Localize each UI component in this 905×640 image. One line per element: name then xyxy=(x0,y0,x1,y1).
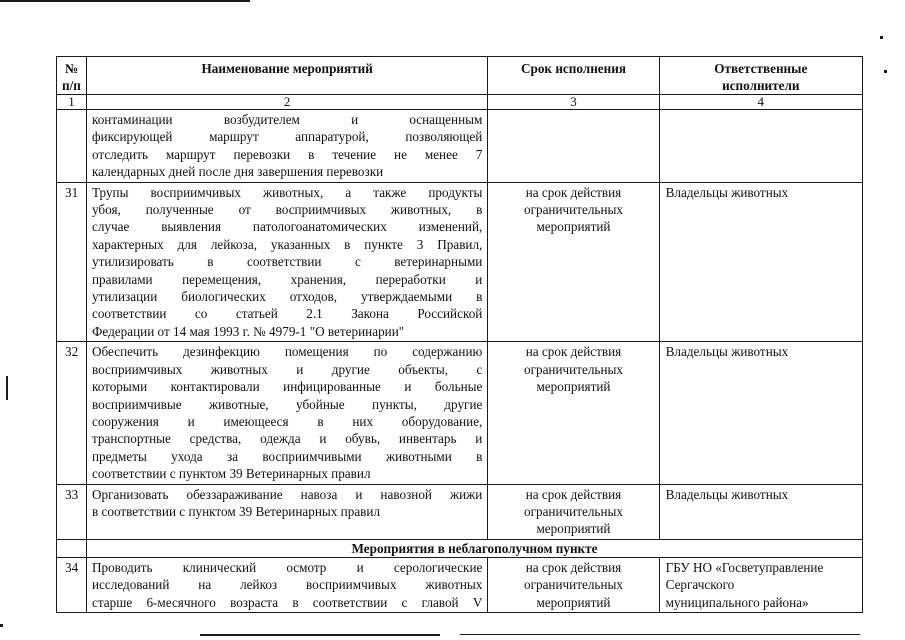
measure-text-line: правилами перемещения, хранения, переработки и xyxy=(91,271,483,287)
column-index-row xyxy=(57,95,863,110)
column-index: 2 xyxy=(86,95,487,110)
column-index: 3 xyxy=(488,95,659,110)
measure-text-line: транспортные средства, одежда и обувь, инвентарь и xyxy=(91,431,483,447)
responsible-cell: Владельцы животных xyxy=(659,182,862,342)
measure-text-line: Организовать обеззараживание навоза и навозной жижи xyxy=(91,486,483,502)
row-number xyxy=(57,110,87,183)
measure-text-line: Федерации от 14 мая 1993 г. № 4979-1 "О ветеринарии" xyxy=(91,323,405,339)
header-responsible-line-1: Ответственные xyxy=(714,61,808,76)
row-number: 33 xyxy=(57,484,87,539)
responsible-line: Сергачского xyxy=(665,577,735,593)
term-cell xyxy=(488,342,659,484)
scan-artifact-dot-3 xyxy=(0,624,3,627)
measure-text-line: предметы ухода за восприимчивыми животными в xyxy=(91,448,483,464)
term-line: ограничительных xyxy=(523,503,623,519)
row-number: 34 xyxy=(57,557,87,612)
measure-text-line: соответствии со статьей 2.1 Закона Российской xyxy=(91,306,483,322)
measure-text xyxy=(86,182,487,342)
measure-text-line: фиксирующей маршрут аппаратурой, позволяющей xyxy=(91,129,483,145)
measure-text-line: восприимчивых животных и другие объекты, с xyxy=(91,361,483,377)
responsible-cell xyxy=(659,557,862,612)
measure-text-line: отследить маршрут перевозки в течение не менее 7 xyxy=(91,146,483,162)
measure-text xyxy=(86,557,487,612)
scan-artifact-top xyxy=(0,0,250,2)
term-line: мероприятий xyxy=(536,379,611,395)
measure-text xyxy=(86,484,487,539)
term-line: на срок действия xyxy=(525,559,622,575)
measure-text-line: контаминации возбудителем и оснащенным xyxy=(91,112,483,127)
row-number: 32 xyxy=(57,342,87,484)
term-line: на срок действия xyxy=(525,344,622,360)
measures-table xyxy=(56,56,863,613)
term-line: ограничительных xyxy=(523,361,623,377)
column-index: 4 xyxy=(659,95,862,110)
column-index: 1 xyxy=(57,95,87,110)
scan-artifact-dot-1 xyxy=(880,36,883,39)
header-number-line-2: п/п xyxy=(62,78,81,93)
table-row-32 xyxy=(57,342,863,484)
measure-text-line: утилизации биологических отходов, утверждаемыми в xyxy=(91,289,483,305)
scan-artifact-dot-2 xyxy=(884,70,887,73)
header-number-line-1: № xyxy=(64,61,79,76)
measure-text-line: Проводить клинический осмотр и серологические xyxy=(91,559,483,575)
section-row xyxy=(57,539,863,557)
term-line: мероприятий xyxy=(536,521,611,537)
term-line: ограничительных xyxy=(523,202,623,218)
section-spacer xyxy=(57,539,87,557)
responsible-cell: Владельцы животных xyxy=(659,484,862,539)
term-cell xyxy=(488,557,659,612)
row-number: 31 xyxy=(57,182,87,342)
term-line: ограничительных xyxy=(523,577,623,593)
measure-text-line: сооружения и имеющееся в них оборудование, xyxy=(91,413,483,429)
table-row-continuation xyxy=(57,110,863,183)
header-number xyxy=(57,57,87,95)
term-line: мероприятий xyxy=(536,219,611,235)
term-line: на срок действия xyxy=(525,184,622,200)
measure-text-line: Обеспечить дезинфекцию помещения по содержанию xyxy=(91,344,483,360)
scan-artifact-left-mark xyxy=(6,376,8,400)
header-responsible-line-2: исполнители xyxy=(722,78,800,93)
measure-text-line: убоя, полученные от восприимчивых животных, в xyxy=(91,202,483,218)
table-header-row xyxy=(57,57,863,95)
header-term: Срок исполнения xyxy=(488,57,659,95)
measure-text-line: характерных для лейкоза, указанных в пункте 3 Правил, xyxy=(91,236,483,252)
responsible-line: муниципального района» xyxy=(665,594,809,610)
measure-text xyxy=(86,110,487,183)
term-line: на срок действия xyxy=(525,486,622,502)
measure-text-line: которыми контактировали инфицированные и больные xyxy=(91,379,483,395)
table-row-31 xyxy=(57,182,863,342)
measure-text-line: утилизировать в соответствии с ветеринарными xyxy=(91,254,483,270)
responsible-line: ГБУ НО «Госветуправление xyxy=(665,559,824,575)
header-name: Наименование мероприятий xyxy=(86,57,487,95)
table-row-34 xyxy=(57,557,863,612)
measure-text-line: календарных дней после дня завершения перевозки xyxy=(91,164,384,180)
header-responsible xyxy=(659,57,862,95)
responsible-cell: Владельцы животных xyxy=(659,342,862,484)
term-line: мероприятий xyxy=(536,594,611,610)
term-cell xyxy=(488,182,659,342)
measure-text-line: восприимчивые животные, убойные пункты, другие xyxy=(91,396,483,412)
measure-text-line: в соответствии с пунктом 39 Ветеринарных правил xyxy=(91,503,381,519)
measure-text-line: исследований на лейкоз восприимчивых животных xyxy=(91,577,483,593)
term-cell xyxy=(488,110,659,183)
section-title: Мероприятия в неблагополучном пункте xyxy=(86,539,862,557)
responsible-cell xyxy=(659,110,862,183)
measure-text-line: Трупы восприимчивых животных, а также продукты xyxy=(91,184,483,200)
table-row-33 xyxy=(57,484,863,539)
term-cell xyxy=(488,484,659,539)
measure-text-line: случае выявления патологоанатомических изменений, xyxy=(91,219,483,235)
measure-text xyxy=(86,342,487,484)
scan-artifact-bottom xyxy=(200,634,440,636)
measure-text-line: соответствии с пунктом 39 Ветеринарных правил xyxy=(91,466,371,482)
scan-artifact-bottom-right xyxy=(460,634,860,635)
measure-text-line: старше 6-месячного возраста в соответствии с главой V xyxy=(91,594,483,610)
